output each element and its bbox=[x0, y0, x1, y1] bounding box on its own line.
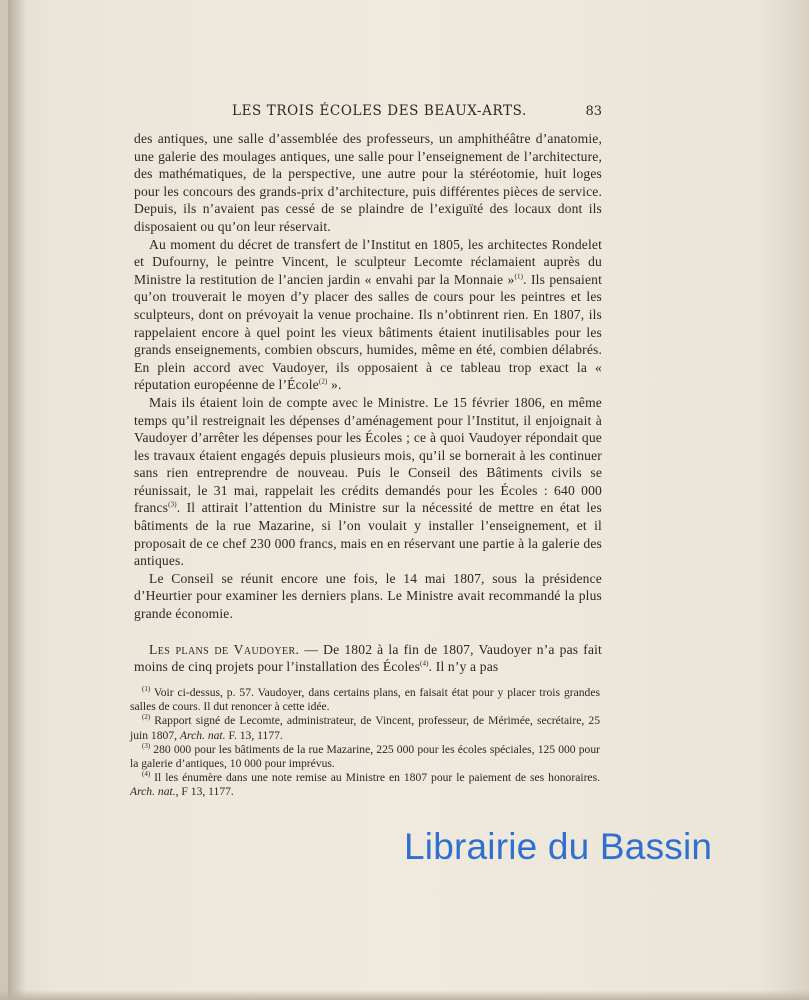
paragraph-4: Le Conseil se réunit encore une fois, le 14 mai 1807, sous la présidence d’Heurtier pour examiner les derniers plans. Le Ministre avait recommandé la plus grande économie. bbox=[134, 570, 602, 622]
running-title: LES TROIS ÉCOLES DES BEAUX-ARTS. bbox=[232, 103, 527, 119]
footnote-3: $^{(3)}$ 280 000 pour les bâtiments de la rue Mazarine, 225 000 pour les écoles spéciales, 125 000 pour la galerie d’antiques, 10 000 pour imprévus. bbox=[130, 741, 600, 771]
paragraph-2: Au moment du décret de transfert de l’Institut en 1805, les architectes Rondelet et Dufourny, le peintre Vincent, le sculpteur Lecomte réclamaient auprès du Ministre la restitution de l’ancien jardin « envahi par la Monnaie »$^{(1)}$. Ils pensaient qu’on trouverait le moyen d’y placer des salles de cours pour les peintres et les sculpteurs, dont on prévoyait la venue prochaine. Ils n’obtinrent rien. En 1807, ils rappelaient encore à quel point les vieux bâtiments étaient inutilisables pour les grands enseignements, combien obscurs, humides, même en été, combien délabrés. En plein accord avec Vaudoyer, ils opposaient à ce tableau trop exact la « réputation européenne de l’École$^{(2)}$ ». bbox=[134, 236, 603, 393]
paragraph-3: Mais ils étaient loin de compte avec le Ministre. Le 15 février 1806, en même temps qu’il restreignait les dépenses d’aménagement pour l’Institut, il enjoignait à Vaudoyer d’arrêter les dépenses pour les Écoles ; ce à quoi Vaudoyer répondait que les travaux étaient engagés depuis plusieurs mois, qu’il se bornerait à les continuer sans rien entreprendre de nouveau. Puis le Conseil des Bâtiments civils se réunissait, le 31 mai, rappelait les crédits demandés pour les Écoles : 640 000 francs$^{(3)}$. Il attirait l’attention du Ministre sur la nécessité de mettre en état les bâtiments de la rue Mazarine, si l’on voulait y installer l’enseignement, et il proposait de ce chef 230 000 francs, mais en en réservant une partie à la galerie des antiques. bbox=[134, 394, 602, 569]
page-gutter-shadow bbox=[8, 0, 26, 1000]
paragraph-1: des antiques, une salle d’assemblée des professeurs, un amphithéâtre d’anatomie, une galerie des moulages antiques, une salle pour l’enseignement de l’architecture, des mathématiques, de la perspective, une autre pour la stéréotomie, huit loges pour les concours des grands-prix d’architecture, puis différentes pièces de service. Depuis, ils n’avaient pas cessé de se plaindre de l’exiguïté des locaux dont ils disposaient ou qu’on leur réservait. bbox=[134, 131, 602, 234]
footnote-4: $^{(4)}$ Il les énumère dans une note remise au Ministre en 1807 pour le paiement de ses honoraires. Arch. nat., F 13, 1177. bbox=[130, 770, 600, 799]
main-text bbox=[134, 130, 602, 676]
footnote-ref-3: (3) bbox=[168, 500, 177, 509]
footnote-2: $^{(2)}$ Rapport signé de Lecomte, administrateur, de Vincent, professeur, de Mérimée, secrétaire, 25 juin 1807, Arch. nat. F. 13, 1177. bbox=[130, 713, 600, 742]
footnote-ref-1: (1) bbox=[514, 272, 524, 281]
footnote-ref-4: (4) bbox=[420, 659, 429, 668]
footnote-ref-2: (2) bbox=[318, 377, 328, 386]
section-heading: Les plans de Vaudoyer. bbox=[149, 641, 300, 657]
paragraph-5: Les plans de Vaudoyer. — De 1802 à la fin de 1807, Vaudoyer n’a pas fait moins de cinq projets pour l’installation des Écoles$^{(4)}$. Il n’y a pas bbox=[134, 641, 602, 675]
watermark: Librairie du Bassin bbox=[404, 826, 713, 867]
page-bottom-edge bbox=[0, 990, 809, 1000]
page-number: 83 bbox=[585, 104, 602, 119]
footnotes bbox=[130, 686, 600, 800]
footnote-1: $^{(1)}$ Voir ci-dessus, p. 57. Vaudoyer, dans certains plans, en faisait état pour y placer trois grandes salles de cours. Il dut renoncer à cette idée. bbox=[130, 685, 600, 714]
